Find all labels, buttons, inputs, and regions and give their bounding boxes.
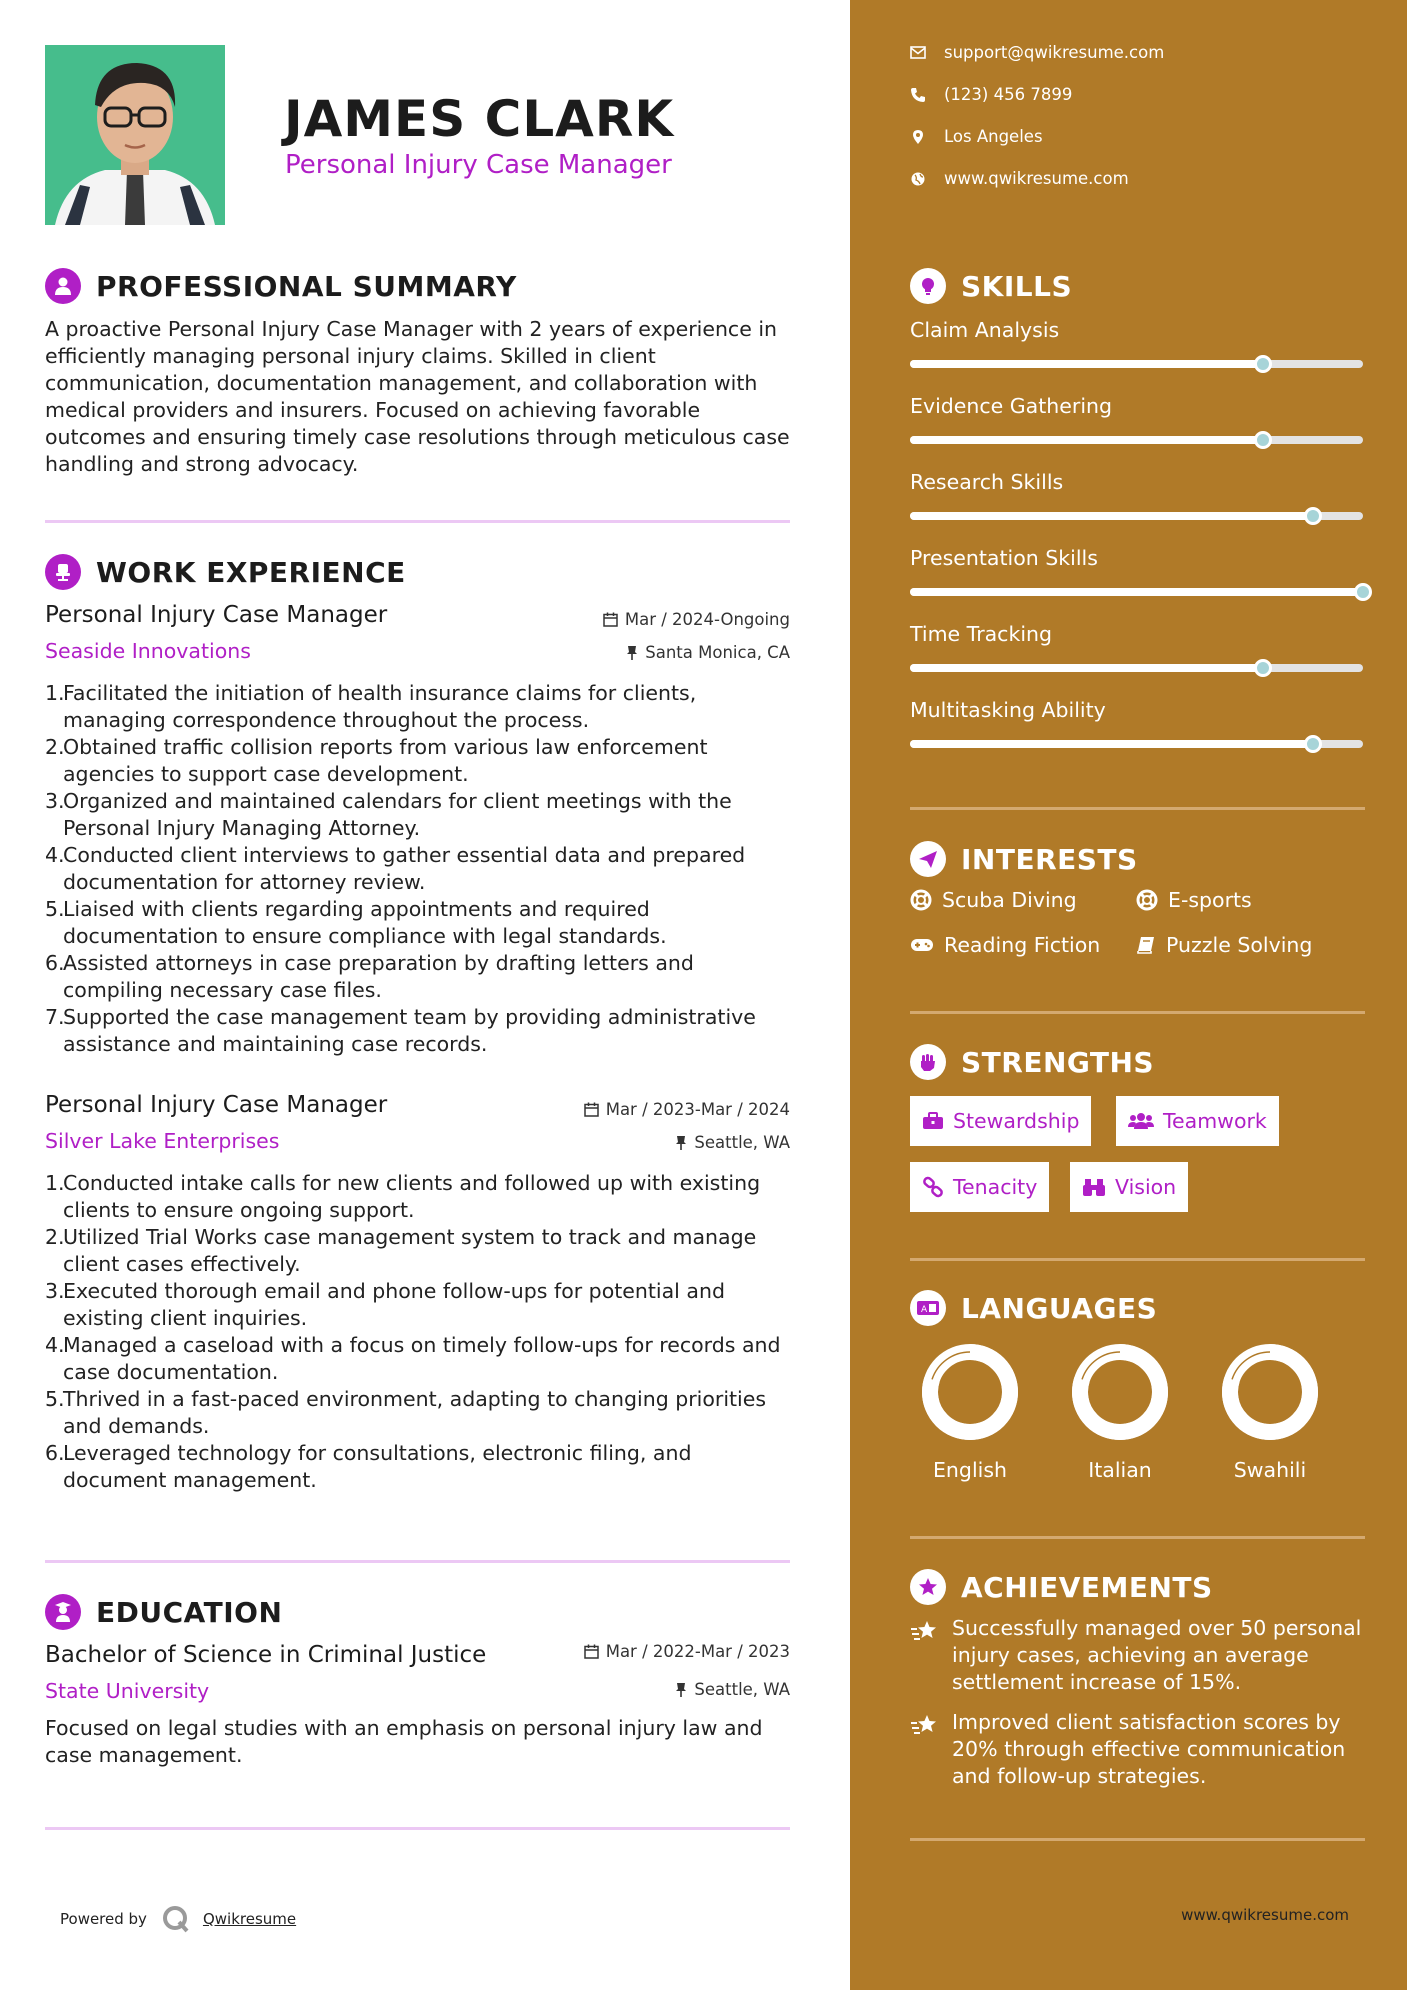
achievement-item: Improved client satisfaction scores by 20% through effective communication and follow-up strategies. bbox=[910, 1709, 1370, 1790]
lifebuoy-icon bbox=[910, 889, 932, 911]
education-heading: EDUCATION bbox=[96, 1595, 283, 1629]
achievements-header bbox=[910, 1569, 1213, 1605]
experience-heading: WORK EXPERIENCE bbox=[96, 555, 406, 589]
interest-item: Reading Fiction bbox=[910, 933, 1100, 957]
achievement-item: Successfully managed over 50 personal injury cases, achieving an average settlement increase of 15%. bbox=[910, 1615, 1370, 1696]
svg-text:A: A bbox=[921, 1305, 928, 1315]
qwikresume-logo bbox=[161, 1904, 191, 1934]
language-item bbox=[910, 1342, 1030, 1482]
job-dates bbox=[603, 610, 790, 629]
calendar-icon bbox=[584, 1644, 599, 1659]
list-item: 1. Conducted intake calls for new clients and followed up with existing clients to ensure ongoing support. bbox=[45, 1171, 761, 1222]
book-icon bbox=[1136, 935, 1156, 955]
pin-icon bbox=[626, 645, 638, 661]
skill-name: Presentation Skills bbox=[910, 546, 1098, 570]
skill-name: Time Tracking bbox=[910, 622, 1053, 646]
job-title: Personal Injury Case Manager bbox=[45, 602, 388, 628]
list-item: 5. Liaised with clients regarding appointments and required documentation to ensure compliance with legal standards. bbox=[45, 897, 667, 948]
list-item: 4. Conducted client interviews to gather essential data and prepared documentation for attorney review. bbox=[45, 843, 746, 894]
pin-icon bbox=[675, 1682, 687, 1698]
skill-bar-fill bbox=[910, 588, 1363, 596]
job-location-text: Santa Monica, CA bbox=[645, 643, 790, 662]
contact-location: Los Angeles bbox=[910, 127, 1043, 146]
skill-name: Evidence Gathering bbox=[910, 394, 1113, 418]
job-dates-text: Mar / 2023-Mar / 2024 bbox=[605, 1100, 790, 1119]
languages-header bbox=[910, 1290, 1157, 1326]
skill-bar-fill bbox=[910, 360, 1263, 368]
skill-bar bbox=[910, 512, 1363, 520]
list-item: 1. Facilitated the initiation of health insurance claims for clients, managing correspondence throughout the process. bbox=[45, 681, 697, 732]
phone-icon bbox=[910, 87, 926, 103]
job-duties-list bbox=[45, 680, 790, 1058]
job-dates-text: Mar / 2024-Ongoing bbox=[624, 610, 790, 629]
language-item bbox=[1060, 1342, 1180, 1482]
contact-email[interactable]: support@qwikresume.com bbox=[910, 43, 1164, 62]
divider bbox=[910, 1011, 1365, 1014]
map-marker-icon bbox=[910, 129, 926, 145]
candidate-name: JAMES CLARK bbox=[284, 90, 675, 148]
users-icon bbox=[1128, 1112, 1154, 1130]
profile-photo bbox=[45, 45, 225, 225]
powered-by bbox=[60, 1904, 296, 1934]
skill-bar-fill bbox=[910, 664, 1263, 672]
list-item: 6. Assisted attorneys in case preparation by drafting letters and compiling necessary case files. bbox=[45, 951, 694, 1002]
divider bbox=[45, 520, 790, 523]
qwikresume-link[interactable]: Qwikresume bbox=[202, 1910, 297, 1928]
skill-level-knob bbox=[1254, 431, 1272, 449]
translate-icon bbox=[910, 1290, 946, 1326]
list-item: 4. Managed a caseload with a focus on timely follow-ups for records and case documentation. bbox=[45, 1333, 781, 1384]
star-icon bbox=[910, 1569, 946, 1605]
candidate-title: Personal Injury Case Manager bbox=[285, 150, 672, 180]
contact-phone[interactable]: (123) 456 7899 bbox=[910, 85, 1072, 104]
graduate-icon bbox=[45, 1594, 81, 1630]
interest-item: Puzzle Solving bbox=[1136, 933, 1312, 957]
footer-url[interactable]: www.qwikresume.com bbox=[1181, 1906, 1349, 1924]
list-item: 7. Supported the case management team by providing administrative assistance and maintaining case records. bbox=[45, 1005, 756, 1056]
lifebuoy-icon bbox=[1136, 889, 1158, 911]
paper-plane-icon bbox=[910, 841, 946, 877]
education-location-text: Seattle, WA bbox=[694, 1680, 790, 1699]
list-item: 3. Executed thorough email and phone follow-ups for potential and existing client inquiries. bbox=[45, 1279, 725, 1330]
link-icon bbox=[922, 1176, 944, 1198]
interests-header bbox=[910, 841, 1138, 877]
list-item: 6. Leveraged technology for consultations, electronic filing, and document management. bbox=[45, 1441, 692, 1492]
education-header bbox=[45, 1594, 282, 1630]
job-company: Silver Lake Enterprises bbox=[45, 1129, 280, 1153]
list-item: 2. Utilized Trial Works case management system to track and manage client cases effectively. bbox=[45, 1225, 757, 1276]
skill-level-knob bbox=[1254, 355, 1272, 373]
envelope-icon bbox=[910, 46, 926, 59]
job-title: Personal Injury Case Manager bbox=[45, 1092, 388, 1118]
powered-by-label: Powered by bbox=[60, 1910, 147, 1928]
sidebar bbox=[850, 0, 1407, 1990]
job-location bbox=[626, 643, 790, 662]
interests-heading: INTERESTS bbox=[961, 842, 1138, 876]
summary-header bbox=[45, 268, 517, 304]
list-item: 3. Organized and maintained calendars for client meetings with the Personal Injury Managing Attorney. bbox=[45, 789, 732, 840]
strength-tag: Stewardship bbox=[910, 1096, 1091, 1146]
skill-level-knob bbox=[1304, 735, 1322, 753]
achievements-heading: ACHIEVEMENTS bbox=[961, 1570, 1213, 1604]
languages-heading: LANGUAGES bbox=[961, 1291, 1158, 1325]
fist-icon bbox=[910, 1044, 946, 1080]
experience-header bbox=[45, 554, 406, 590]
strength-tag: Tenacity bbox=[910, 1162, 1049, 1212]
summary-heading: PROFESSIONAL SUMMARY bbox=[96, 269, 517, 303]
divider bbox=[910, 1838, 1365, 1841]
pin-icon bbox=[675, 1135, 687, 1151]
skill-bar bbox=[910, 740, 1363, 748]
list-item: 5. Thrived in a fast-paced environment, adapting to changing priorities and demands. bbox=[45, 1387, 767, 1438]
education-dates bbox=[584, 1642, 790, 1661]
skill-bar-fill bbox=[910, 740, 1313, 748]
shooting-star-icon bbox=[910, 1713, 940, 1737]
job-location-text: Seattle, WA bbox=[694, 1133, 790, 1152]
language-name: English bbox=[932, 1458, 1008, 1482]
skill-bar bbox=[910, 588, 1363, 596]
education-location bbox=[675, 1680, 790, 1699]
school: State University bbox=[45, 1679, 210, 1703]
skill-name: Claim Analysis bbox=[910, 318, 1060, 342]
job-location bbox=[675, 1133, 790, 1152]
education-description: Focused on legal studies with an emphasis on personal injury law and case management. bbox=[45, 1716, 763, 1767]
gamepad-icon bbox=[910, 937, 934, 953]
job-dates bbox=[584, 1100, 790, 1119]
divider bbox=[910, 1258, 1365, 1261]
lightbulb-icon bbox=[910, 268, 946, 304]
education-dates-text: Mar / 2022-Mar / 2023 bbox=[605, 1642, 790, 1661]
skill-bar bbox=[910, 664, 1363, 672]
skill-level-knob bbox=[1304, 507, 1322, 525]
skill-bar bbox=[910, 436, 1363, 444]
job-company: Seaside Innovations bbox=[45, 639, 251, 663]
divider bbox=[45, 1827, 790, 1830]
skill-bar-fill bbox=[910, 436, 1263, 444]
list-item: 2. Obtained traffic collision reports from various law enforcement agencies to support case development. bbox=[45, 735, 708, 786]
calendar-icon bbox=[603, 612, 618, 627]
user-icon bbox=[45, 268, 81, 304]
strength-tag: Teamwork bbox=[1116, 1096, 1279, 1146]
calendar-icon bbox=[584, 1102, 599, 1117]
strengths-header bbox=[910, 1044, 1154, 1080]
language-level-ring bbox=[1220, 1342, 1320, 1442]
language-level-ring bbox=[920, 1342, 1020, 1442]
skill-bar bbox=[910, 360, 1363, 368]
language-item bbox=[1210, 1342, 1330, 1482]
skill-level-knob bbox=[1254, 659, 1272, 677]
shooting-star-icon bbox=[910, 1619, 940, 1643]
strength-tag: Vision bbox=[1070, 1162, 1188, 1212]
divider bbox=[910, 1536, 1365, 1539]
office-chair-icon bbox=[45, 554, 81, 590]
language-name: Italian bbox=[1088, 1458, 1152, 1482]
interest-item: Scuba Diving bbox=[910, 888, 1077, 912]
language-level-ring bbox=[1070, 1342, 1170, 1442]
job-duties-list bbox=[45, 1170, 790, 1494]
divider bbox=[910, 807, 1365, 810]
skill-name: Multitasking Ability bbox=[910, 698, 1106, 722]
skill-name: Research Skills bbox=[910, 470, 1064, 494]
briefcase-icon bbox=[922, 1112, 944, 1130]
contact-website[interactable]: www.qwikresume.com bbox=[910, 169, 1129, 188]
language-name: Swahili bbox=[1233, 1458, 1307, 1482]
skill-bar-fill bbox=[910, 512, 1313, 520]
divider bbox=[45, 1560, 790, 1563]
skills-header bbox=[910, 268, 1072, 304]
degree: Bachelor of Science in Criminal Justice bbox=[45, 1642, 487, 1668]
strengths-heading: STRENGTHS bbox=[961, 1045, 1155, 1079]
summary-text: A proactive Personal Injury Case Manager with 2 years of experience in efficiently managing personal injury claims. Skilled in client communication, documentation management, and collaboration with medical providers and insurers. Focused on achieving favorable outcomes and ensuring timely case resolutions through meticulous case handling and strong advocacy. bbox=[45, 317, 790, 476]
globe-icon bbox=[910, 171, 926, 187]
skill-level-knob bbox=[1354, 583, 1372, 601]
interest-item: E-sports bbox=[1136, 888, 1252, 912]
binoculars-icon bbox=[1082, 1177, 1106, 1197]
skills-heading: SKILLS bbox=[961, 269, 1073, 303]
